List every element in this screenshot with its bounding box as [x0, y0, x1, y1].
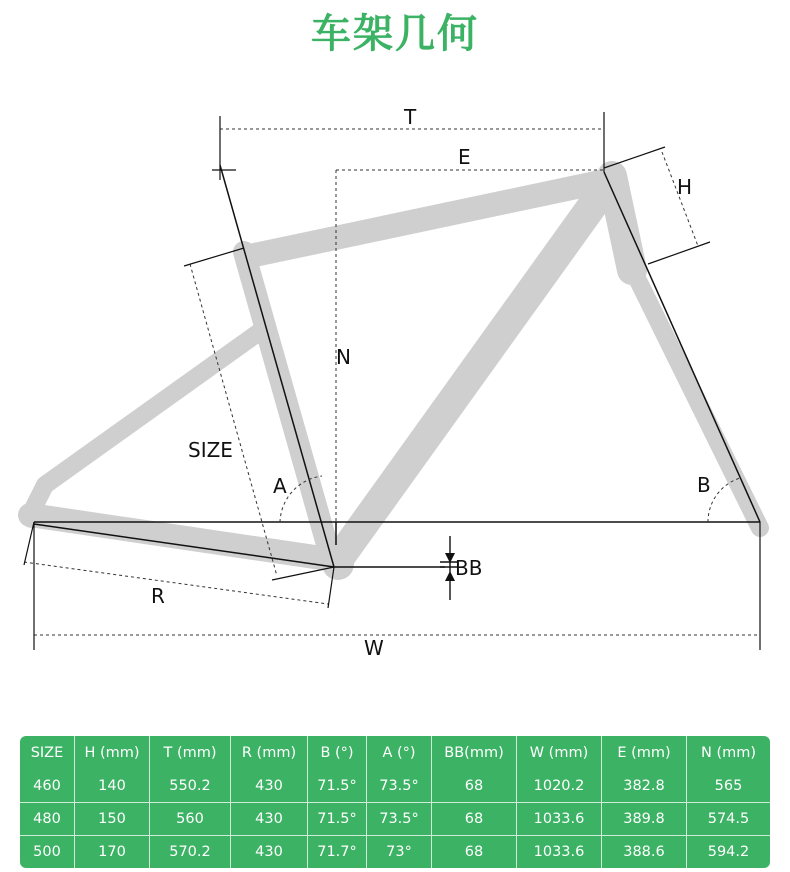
cell: 150 [75, 803, 150, 836]
angle-arcs [280, 476, 740, 522]
header-size: SIZE [20, 736, 75, 770]
cell: 388.6 [602, 836, 687, 868]
cell: 550.2 [150, 770, 231, 803]
cell: 570.2 [150, 836, 231, 868]
cell: 480 [20, 803, 75, 836]
label-t: T [404, 105, 417, 129]
cell: 430 [231, 836, 308, 868]
header-n: N (mm) [700, 745, 757, 761]
cell: 565 [687, 770, 770, 803]
header-b: B (°) [308, 736, 367, 770]
header-a: A (°) [367, 736, 432, 770]
cell: 560 [150, 803, 231, 836]
header-e: E (mm) [602, 736, 687, 770]
cell: 73.5° [367, 770, 432, 803]
header-t: T (mm) [150, 736, 231, 770]
cell: 389.8 [602, 803, 687, 836]
cell: 460 [20, 770, 75, 803]
cell: 140 [75, 770, 150, 803]
cell: 73.5° [367, 803, 432, 836]
cell: 382.8 [602, 770, 687, 803]
head-tube-line [604, 172, 760, 522]
seat-stay [30, 330, 262, 515]
geometry-table [20, 736, 770, 868]
label-n: N [336, 345, 351, 369]
table-row [20, 836, 770, 868]
header-h: H (mm) [75, 736, 150, 770]
label-a: A [273, 474, 287, 498]
cell: 594.2 [707, 844, 750, 860]
label-e: E [458, 145, 471, 169]
seat-tube-line [220, 165, 334, 567]
table-row [20, 770, 770, 803]
cell: 170 [75, 836, 150, 868]
label-size: SIZE [188, 438, 233, 462]
label-r: R [151, 584, 165, 608]
cell: 574.5 [687, 803, 770, 836]
cell: 68 [432, 803, 517, 836]
table-header-row [20, 736, 770, 770]
cell: 71.5° [308, 770, 367, 803]
table-row [20, 803, 770, 836]
cell: 430 [231, 770, 308, 803]
cell: 68 [432, 836, 517, 868]
cell: 71.7° [308, 836, 367, 868]
label-bb: BB [455, 556, 483, 580]
bike-frame [20, 176, 760, 580]
bottom-bracket-shell [322, 548, 354, 580]
page-title: 车架几何 [311, 11, 479, 57]
header-bb: BB(mm) [432, 736, 517, 770]
down-tube [338, 195, 600, 560]
header-w: W (mm) [517, 736, 602, 770]
header-r: R (mm) [231, 736, 308, 770]
fork [628, 260, 760, 528]
cell: 1033.6 [517, 803, 602, 836]
cell: 1033.6 [517, 836, 602, 868]
dimension-lines [24, 129, 760, 635]
cell: 430 [231, 803, 308, 836]
cell: 71.5° [308, 803, 367, 836]
label-w: W [364, 636, 384, 660]
cell: 1020.2 [517, 770, 602, 803]
label-h: H [677, 175, 693, 199]
cell: 73° [367, 836, 432, 868]
extension-lines [24, 112, 760, 650]
cell: 500 [20, 836, 75, 868]
cell: 68 [432, 770, 517, 803]
label-b: B [697, 473, 711, 497]
